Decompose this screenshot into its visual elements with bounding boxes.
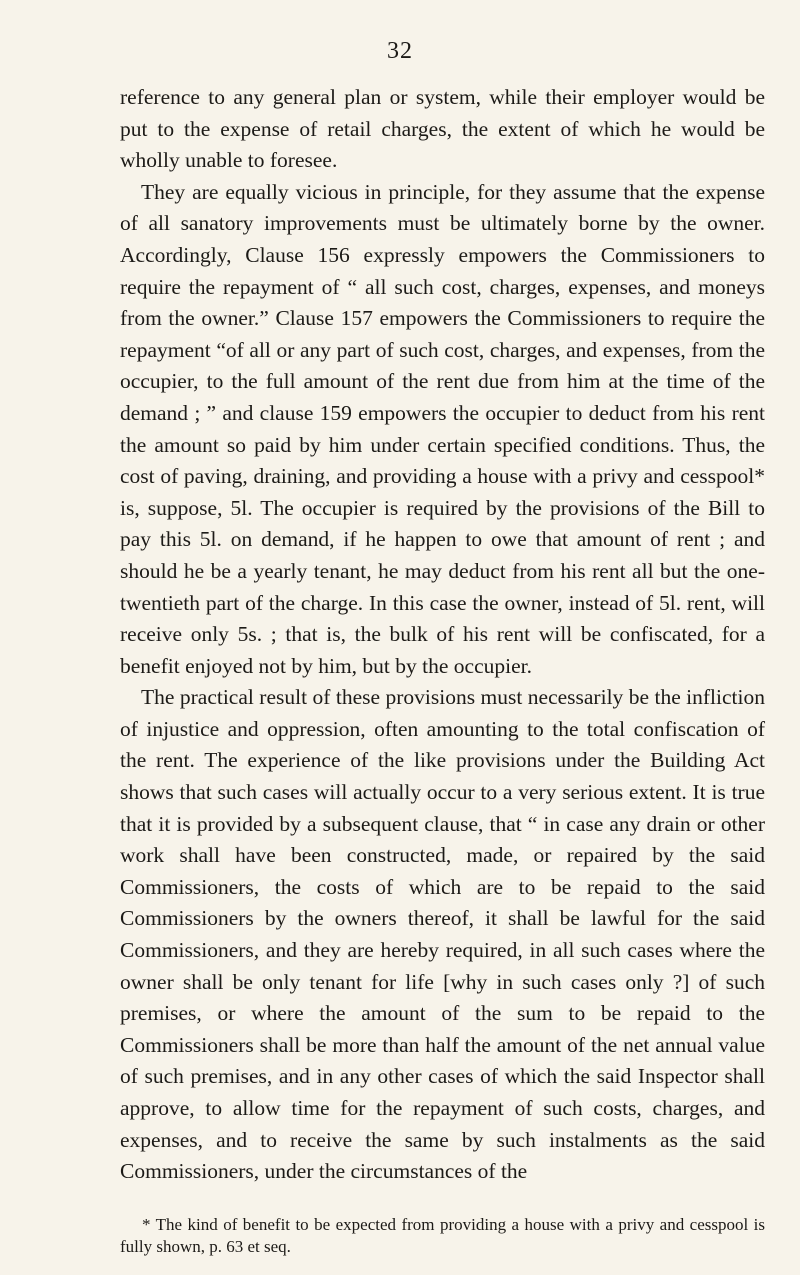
page-number: 32 bbox=[387, 38, 413, 64]
footnote bbox=[120, 1214, 765, 1258]
body-text bbox=[120, 82, 765, 1188]
paragraph-2: They are equally vicious in principle, for they assume that the expense of all sanatory improvements must be ultimately borne by the owner. Accordingly, Clause 156 expressly empowers the Commissioners to require the repayment of “ all such cost, charges, expenses, and moneys from the owner.” Clause 157 empowers the Commissioners to require the repayment “of all or any part of such cost, charges, and expenses, from the occupier, to the full amount of the rent due from him at the time of the demand ; ” and clause 159 empowers the occupier to deduct from his rent the amount so paid by him under certain specified conditions. Thus, the cost of paving, draining, and providing a house with a privy and cesspool* is, suppose, 5l. The occupier is required by the provisions of the Bill to pay this 5l. on demand, if he happen to owe that amount of rent ; and should he be a yearly tenant, he may deduct from his rent all but the one-twentieth part of the charge. In this case the owner, instead of 5l. rent, will receive only 5s. ; that is, the bulk of his rent will be confiscated, for a benefit enjoyed not by him, but by the occupier. bbox=[120, 179, 765, 678]
paragraph-3: The practical result of these provisions must necessarily be the infliction of injustice and oppression, often amounting to the total confiscation of the rent. The experience of the like provisions under the Building Act shows that such cases will actually occur to a very serious extent. It is true that it is provided by a subsequent clause, that “ in case any drain or other work shall have been constructed, made, or repaired by the said Commissioners, the costs of which are to be repaid to the said Commissioners by the owners thereof, it shall be lawful for the said Commissioners, and they are hereby required, in all such cases where the owner shall be only tenant for life [why in such cases only ?] of such premises, or where the amount of the sum to be repaid to the Commissioners shall be more than half the amount of the net annual value of such premises, and in any other cases of which the said Inspector shall approve, to allow time for the repayment of such costs, charges, and expenses, and to receive the same by such instalments as the said Commissioners, under the circumstances of the bbox=[120, 685, 765, 1184]
paragraph-1: reference to any general plan or system, while their employer would be put to the expense of retail charges, the extent of which he would be wholly unable to foresee. bbox=[120, 85, 765, 173]
footnote-text: * The kind of benefit to be expected from providing a house with a privy and cesspool is fully shown, p. 63 et seq. bbox=[120, 1215, 765, 1256]
